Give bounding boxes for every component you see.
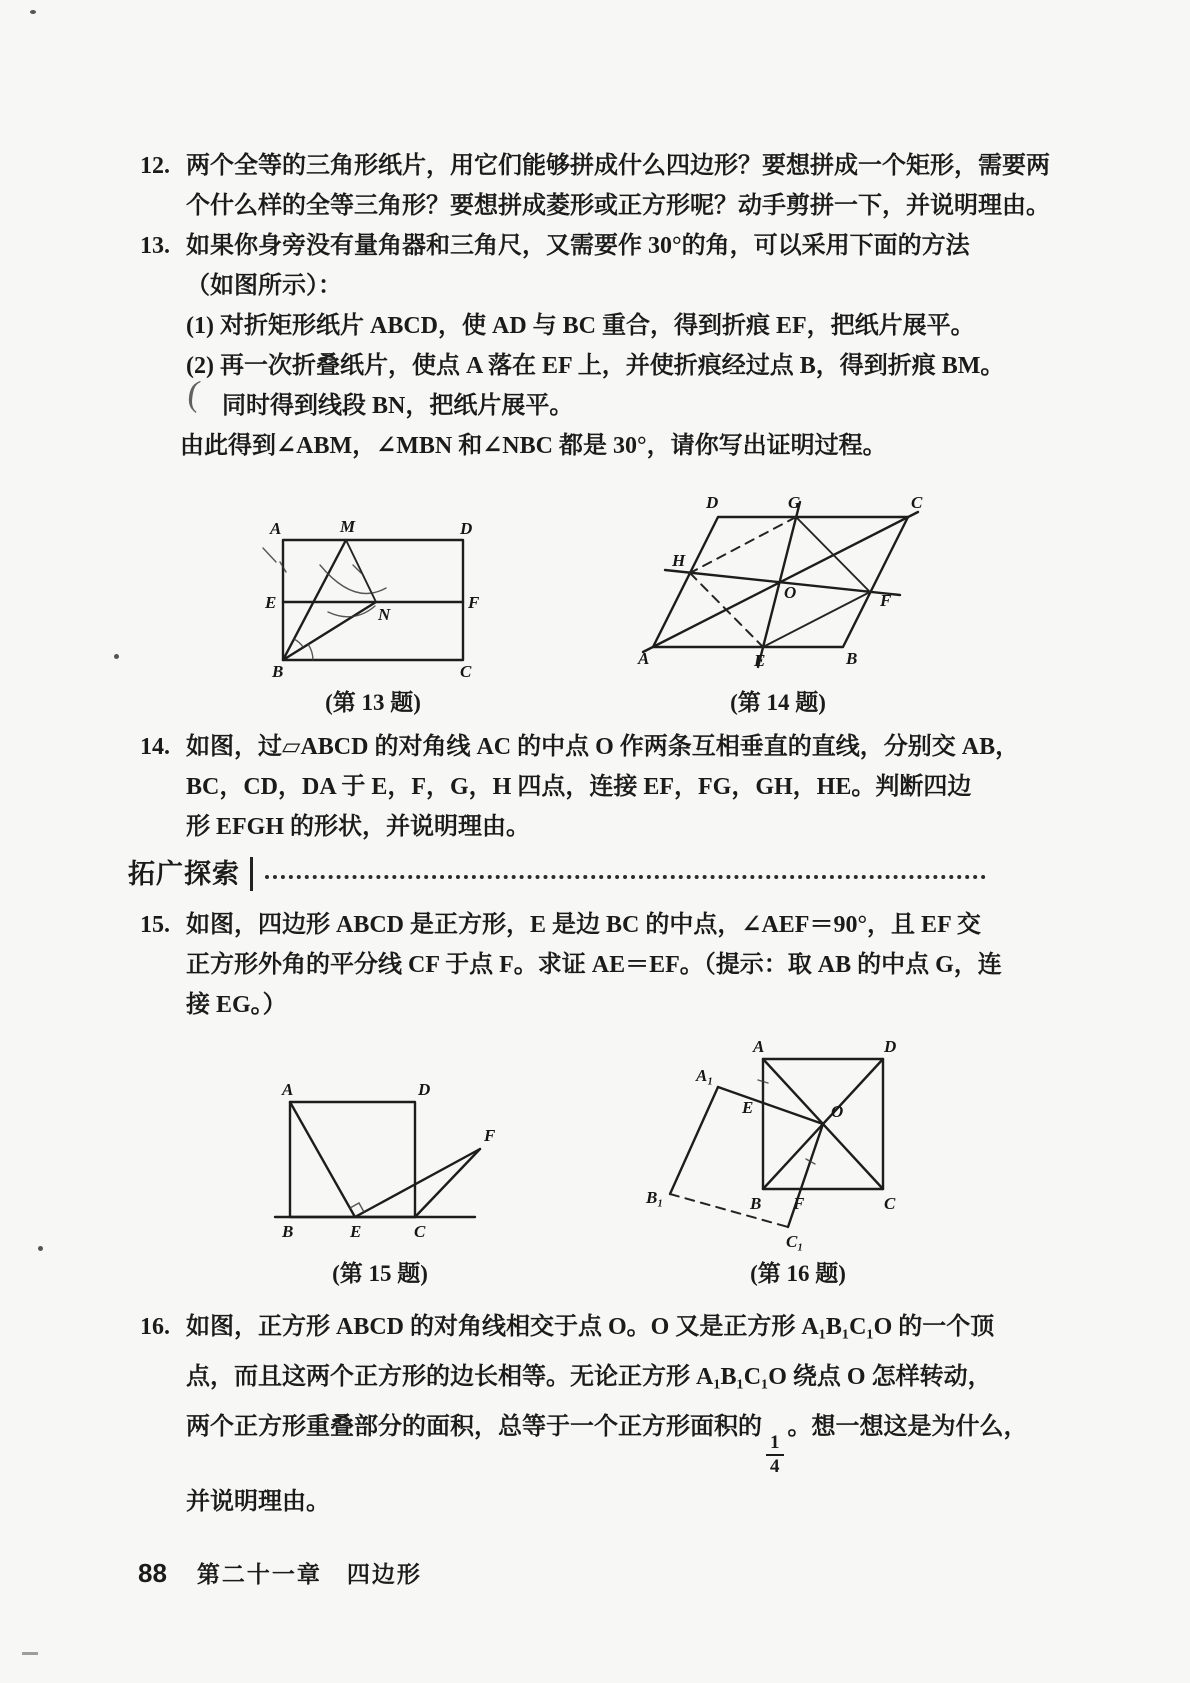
figure-16-diagram (638, 1037, 958, 1253)
point-label-D: D (884, 1037, 897, 1056)
angle-arc-2 (308, 644, 313, 660)
fold-line-BM (283, 540, 346, 660)
problem-13-step-2: (2) 再一次折叠纸片，使点 A 落在 EF 上，并使折痕经过点 B，得到折痕 BM。 (186, 353, 1005, 379)
chapter-title: 第二十一章 四边形 (196, 1562, 422, 1587)
problem-line: 如图，四边形 ABCD 是正方形，E 是边 BC 的中点，∠AEF＝90°，且 EF 交 (186, 912, 981, 938)
point-label-M: M (340, 517, 356, 536)
point-label-C1: C₁ (786, 1232, 804, 1251)
problem-13-step-1: (1) 对折矩形纸片 ABCD，使 AD 与 BC 重合，得到折痕 EF，把纸片展平。 (186, 313, 975, 339)
segment-GH-dashed (690, 517, 796, 573)
point-label-G: G (788, 493, 801, 512)
point-label-F: F (880, 591, 892, 610)
problem-14-text (186, 727, 1019, 847)
figure-13-caption: (第 13 题) (325, 690, 421, 715)
figure-13 (258, 510, 488, 717)
fraction-line-prefix: 两个正方形重叠部分的面积，总等于一个正方形面积的 (186, 1414, 762, 1440)
figure-15-diagram (230, 1077, 530, 1253)
point-label-F: F (793, 1194, 805, 1213)
point-label-C: C (460, 662, 472, 681)
problem-line: 并说明理由。 (186, 1488, 330, 1515)
figure-16 (638, 1037, 958, 1288)
problem-13-text (180, 226, 1005, 466)
problem-line: 接 EG。） (186, 992, 287, 1018)
point-label-B: B (282, 1222, 294, 1241)
fraction-numerator: 1 (766, 1433, 784, 1456)
problem-12-text (186, 146, 1050, 226)
point-label-E: E (754, 651, 766, 670)
stray-pen-mark: ( (185, 372, 203, 414)
figure-15 (230, 1077, 530, 1288)
problem-line: 如果你身旁没有量角器和三角尺，又需要作 30°的角，可以采用下面的方法 (186, 233, 970, 259)
problem-13-step-2-cont: 同时得到线段 BN，把纸片展平。 (222, 393, 574, 419)
fraction-denominator: 4 (770, 1455, 780, 1477)
figure-16-caption: (第 16 题) (750, 1261, 846, 1286)
problem-16-text (186, 1302, 1028, 1527)
point-label-F: F (468, 593, 480, 612)
scan-noise-speck (38, 1246, 43, 1251)
problem-line: 两个全等的三角形纸片，用它们能够拼成什么四边形？要想拼成一个矩形，需要两 (186, 153, 1050, 179)
problem-15 (140, 905, 1002, 1025)
point-label-E: E (265, 593, 277, 612)
figures-row-1 (140, 482, 990, 717)
point-label-D: D (460, 519, 473, 538)
problem-15-text (186, 905, 1002, 1025)
point-label-B1: B₁ (646, 1188, 664, 1207)
point-label-C: C (884, 1194, 896, 1213)
point-label-C: C (414, 1222, 426, 1241)
problem-line: 形 EFGH 的形状，并说明理由。 (186, 814, 531, 840)
rotated-edge-A1B1 (670, 1087, 718, 1194)
figure-13-diagram (258, 510, 488, 682)
figures-row-2 (140, 1037, 990, 1288)
point-label-H: H (672, 551, 686, 570)
problem-line: 个什么样的全等三角形？要想拼成菱形或正方形呢？动手剪拼一下，并说明理由。 (186, 193, 1050, 219)
fraction-line-suffix: 。想一想这是为什么， (787, 1414, 1028, 1440)
figure-14-diagram (628, 482, 928, 682)
figure-14 (628, 482, 928, 717)
problem-line-with-fraction (186, 1402, 1028, 1477)
problem-12-number: 12. (140, 153, 170, 179)
problem-line: 如图，过▱ABCD 的对角线 AC 的中点 O 作两条互相垂直的直线，分别交 AB， (186, 734, 1020, 760)
point-label-D: D (418, 1080, 431, 1099)
page-number: 88 (138, 1558, 167, 1588)
problem-13 (140, 226, 1005, 466)
problem-13-number: 13. (140, 233, 170, 259)
page-content (128, 146, 1050, 1527)
point-label-B: B (846, 649, 858, 668)
point-label-A1: A₁ (696, 1066, 714, 1085)
point-label-A: A (270, 519, 282, 538)
point-label-E: E (742, 1098, 754, 1117)
point-label-N: N (378, 605, 391, 624)
dotted-leader (265, 875, 986, 879)
problem-12 (140, 146, 1050, 226)
point-label-B: B (750, 1194, 762, 1213)
problem-16-number: 16. (140, 1314, 170, 1340)
point-label-O: O (784, 583, 797, 602)
scan-noise-speck (114, 654, 119, 659)
point-label-A: A (282, 1080, 294, 1099)
problem-line: 点，而且这两个正方形的边长相等。无论正方形 A₁B₁C₁O 绕点 O 怎样转动， (186, 1364, 992, 1390)
scan-noise-speck (30, 10, 36, 14)
rotated-edge-B1C1-dashed (670, 1194, 788, 1227)
segment-FG (796, 517, 870, 592)
point-label-C: C (911, 493, 923, 512)
problem-line: 正方形外角的平分线 CF 于点 F。求证 AE＝EF。（提示：取 AB 的中点 G，连 (186, 952, 1002, 978)
problem-line: （如图所示）： (186, 273, 342, 299)
point-label-A: A (753, 1037, 765, 1056)
section-title: 拓广探索 (128, 857, 253, 891)
point-label-A: A (638, 649, 650, 668)
angle-arc-1 (294, 639, 303, 647)
square-ABCD (290, 1102, 415, 1217)
segment-HE-dashed (690, 573, 763, 647)
problem-16 (140, 1302, 1028, 1527)
segment-AE (290, 1102, 355, 1217)
problem-14 (140, 727, 1020, 847)
problem-line: 如图，正方形 ABCD 的对角线相交于点 O。O 又是正方形 A₁B₁C₁O 的一个顶 (186, 1314, 995, 1340)
stray-pen-mark (263, 548, 276, 562)
problem-13-conclusion: 由此得到∠ABM，∠MBN 和∠NBC 都是 30°，请你写出证明过程。 (180, 433, 887, 459)
point-label-D: D (706, 493, 719, 512)
problem-line: BC，CD，DA 于 E，F，G，H 四点，连接 EF，FG，GH，HE。判断四边 (186, 774, 972, 800)
segment-EF (763, 592, 870, 647)
point-label-E: E (350, 1222, 362, 1241)
scan-noise-dash (22, 1652, 38, 1655)
point-label-B: B (272, 662, 284, 681)
problem-15-number: 15. (140, 912, 170, 938)
problem-14-number: 14. (140, 734, 170, 760)
figure-15-caption: (第 15 题) (332, 1261, 428, 1286)
segment-EF (355, 1149, 480, 1217)
section-header (128, 857, 990, 891)
point-label-O: O (831, 1102, 844, 1121)
page-footer (138, 1556, 422, 1589)
fraction-one-quarter (766, 1433, 784, 1477)
bisector-CF (415, 1149, 480, 1217)
figure-14-caption: (第 14 题) (730, 690, 826, 715)
point-label-F: F (484, 1126, 496, 1145)
